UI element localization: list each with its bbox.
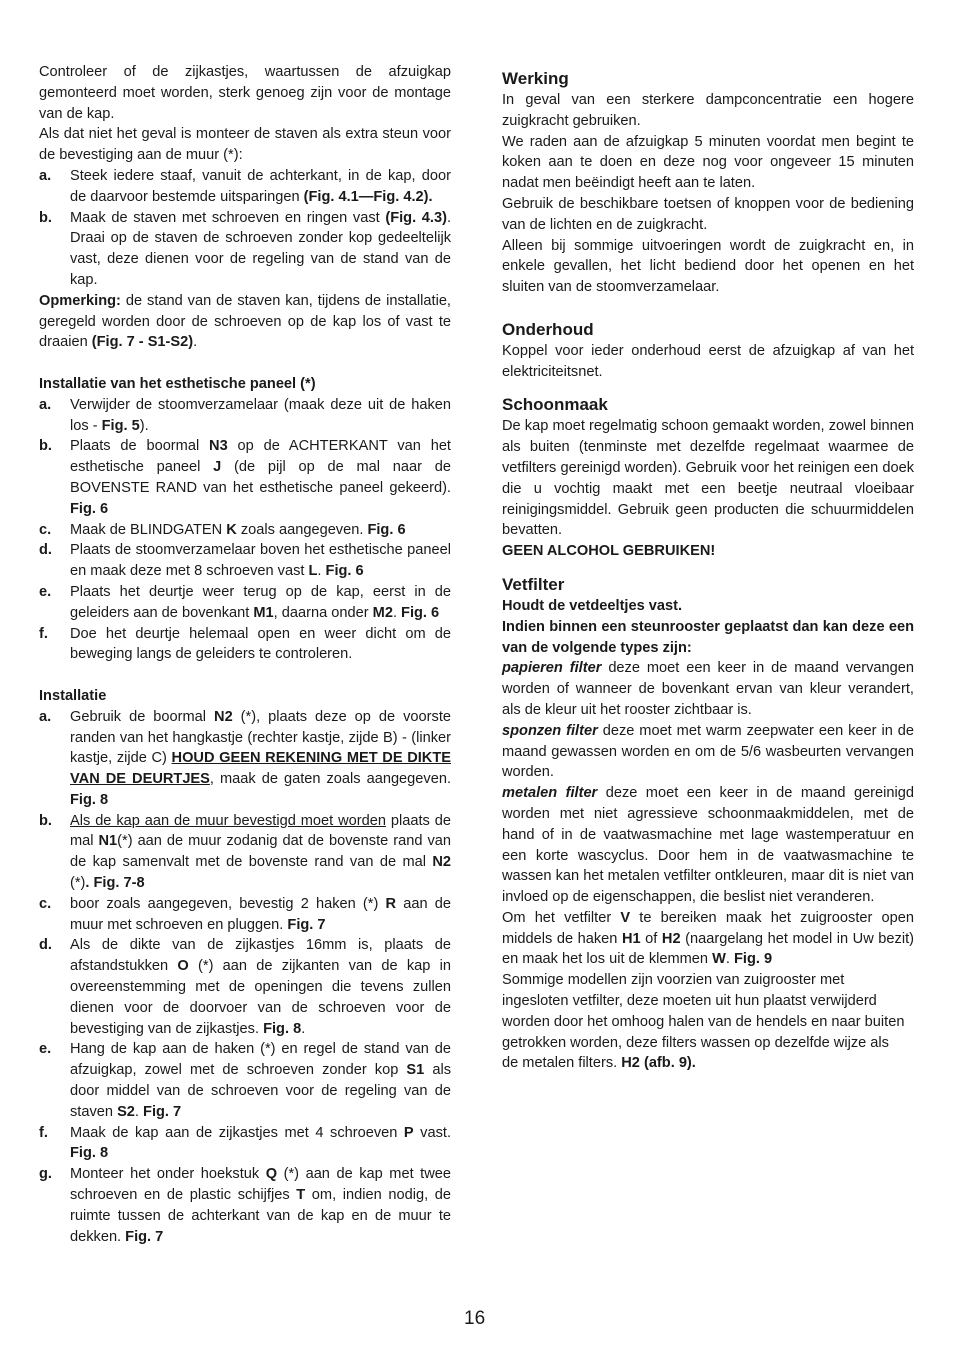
- manual-page: Controleer of de zijkastjes, waartussen de afzuigkap gemonteerd moet worden, sterk genoeg zijn voor de montage van de kap. Als dat niet het geval is monteer de staven als extra steun voor de bevestiging aan de muur (*): a. Steek iedere staaf, vanuit de achterkant, in de kap, door de daarvoor bestemde uitsparingen (Fig. 4.1—Fig. 4.2). b. Maak de staven met schroeven en ringen vast (Fig. 4.3). Draai op de staven de schroeven zonder kop gedeeltelijk vast, deze dienen voor de regeling van de stand van de kap. Opmerking: de stand van de staven kan, tijdens de installatie, geregeld worden door de schroeven op de kap los of vast te draaien (Fig. 7 - S1-S2). Installatie van het esthetische paneel (*) a. Verwijder de stoomverzamelaar (maak deze uit de haken los - Fig. 5). b. Plaats de boormal N3 op de ACHTERKANT van het esthetische paneel J (de pijl op de mal naar de BOVENSTE RAND van het esthetische paneel gekeerd). Fig. 6 c. Maak de BLINDGATEN K zoals aangegeven. Fig. 6 d. Plaats de stoomverzamelaar boven het esthetische paneel en maak deze met 8 schroeven vast L. Fig. 6 e. Plaats het deurtje weer terug op de kap, eerst in de geleiders aan de bovenkant M1, daarna onder M2. Fig. 6 f. Doe het deurtje helemaal open en weer dicht om de beweging langs de geleiders te controleren. Installatie a. Gebruik de boormal N2 (*), plaats deze op de voorste randen van het hangkastje (rechter kastje, zijde B) - (linker kastje, zijde C) HOUD GEEN REKENING MET DE DIKTE VAN DE DEURTJES, maak de gaten zoals aangegeven. Fig. 8 b. Als de kap aan de muur bevestigd moet worden plaats de mal N1(*) aan de muur zodanig dat de bovenste rand van de kap samenvalt met de bovenste rand van de mal N2 (*). Fig. 7-8 c. boor zoals aangegeven, bevestig 2 haken (*) R aan de muur met schroeven en pluggen. Fig. 7 d. Als de dikte van de zijkastjes 16mm is, plaats de afstandstukken O (*) aan de zijkanten van de kap in overeenstemming met de openingen die tevens zullen dienen voor de doorvoer van de schroeven voor de bevestiging van de zijkastjes. Fig. 8. e. Hang de kap aan de haken (*) en regel de stand van de afzuigkap, zowel met de schroeven zonder kop S1 als door middel van de schroeven voor de regeling van de staven S2. Fig. 7 f. Maak de kap aan de zijkastjes met 4 schroeven P vast. Fig. 8 g. Monteer het onder hoekstuk Q (*) aan de kap met twee schroeven en de plastic schijfjes T om, indien nodig, de ruimte tussen de achterkant van de kap en de muur te dekken. Fig. 7 Werking In geval van een sterkere dampconcentratie een hogere zuigkracht gebruiken. We raden aan de afzuigkap 5 minuten voordat men begint te koken aan te doen en deze nog voor ongeveer 15 minuten nadat men beëindigt heeft aan te laten. Gebruik de beschikbare toetsen of knoppen voor de bediening van de lichten en de zuigkracht. Alleen bij sommige uitvoeringen wordt de zuigkracht en, in enkele gevallen, het licht bediend door het openen en het sluiten van de stoomverzamelaar. Onderhoud Koppel voor ieder onderhoud eerst de afzuigkap af van het elektriciteitsnet. Schoonmaak De kap moet regelmatig schoon gemaakt worden, zowel binnen als buiten (tenminste met dezelfde regelmaat waarmee de vetfilters gereinigd worden). Gebruik voor het reinigen een doek die u vochtig maakt met een beetje neutraal vloeibaar reinigingsmiddel. Gebruik geen producten die schuurmiddelen bevatten. GEEN ALCOHOL GEBRUIKEN! Vetfilter Houdt de vetdeeltjes vast. Indien binnen een steunrooster geplaatst dan kan deze een van de volgende types zijn: papieren filter deze moet een keer in de maand vervangen worden of wanneer de bovenkant ervan van kleur verandert, als de kleur uit het rooster zichtbaar is. sponzen filter deze moet met warm zeepwater een keer in de maand gewassen worden en om de 5/6 wasbeurten vervangen worden. metalen filter deze moet een keer in de maand gereinigd worden met niet agressieve schoonmaakmiddelen, met de hand of in de vaatwasmachine met lage wastemperatuur en een korte wascyclus. Door hem in de vaatwasmachine te wassen kan het metalen vetfilter ontkleuren, maar dit is niet van invloed op de eigenschappen, die beslist niet veranderen. Om het vetfilter V te bereiken maak het zuigrooster open middels de haken H1 of H2 (naargelang het model in Uw bezit) en maak het los uit de klemmen W. Fig. 9 Sommige modellen zijn voorzien van zuigrooster met ingesloten vetfilter, deze moeten uit hun plaatst verwijderd worden door het omhoog halen van de hendels en naar buiten getrokken worden, deze filters wassen op dezelfde wijze als de metalen filters. H2 (afb. 9). 16: [39, 64, 914, 1329]
- filter-paragraph: metalen filter deze moet een keer in de maand gereinigd worden met niet agressieve schoonmaakmiddelen, met de hand of in de vaatwasmachine met lage wastemperatuur en een korte wascyclus. Door hem in de vaatwasmachine te wassen kan het metalen vetfilter ontkleuren, maar dit is niet van invloed op de eigenschappen, die beslist niet veranderen.: [502, 785, 914, 906]
- section-title-werking: Werking: [502, 69, 569, 88]
- bold-paragraph: Indien binnen een steunrooster geplaatst dan kan deze een van de volgende types zijn:: [502, 618, 914, 656]
- list-item: f. Doe het deurtje helemaal open en weer dicht om de beweging langs de geleiders te controleren.: [39, 625, 451, 663]
- list-item: d. Als de dikte van de zijkastjes 16mm is, plaats de afstandstukken O (*) aan de zijkanten van de kap in overeenstemming met de openingen die tevens zullen dienen voor de doorvoer van de schroeven voor de bevestiging van de zijkastjes. Fig. 8.: [39, 937, 451, 1037]
- list-item: c. boor zoals aangegeven, bevestig 2 haken (*) R aan de muur met schroeven en pluggen. Fig. 7: [39, 895, 451, 933]
- section-title-schoonmaak: Schoonmaak: [502, 395, 608, 415]
- section-title-onderhoud: Onderhoud: [502, 319, 594, 339]
- paragraph: Gebruik de beschikbare toetsen of knoppen voor de bediening van de lichten en de zuigkracht.: [502, 195, 914, 233]
- left-column: [39, 62, 451, 1247]
- access-paragraph: Om het vetfilter V te bereiken maak het zuigrooster open middels de haken H1 of H2 (naargelang het model in Uw bezit) en maak het los uit de klemmen W. Fig. 9: [502, 909, 914, 968]
- section-heading: Installatie van het esthetische paneel (*): [39, 375, 316, 392]
- list-item: a. Steek iedere staaf, vanuit de achterkant, in de kap, door de daarvoor bestemde uitsparingen (Fig. 4.1—Fig. 4.2).: [39, 167, 451, 205]
- list-item: f. Maak de kap aan de zijkastjes met 4 schroeven P vast. Fig. 8: [39, 1124, 452, 1162]
- right-column: [502, 62, 914, 1074]
- list-item: a. Verwijder de stoomverzamelaar (maak deze uit de haken los - Fig. 5).: [39, 396, 451, 434]
- list-item: b. Maak de staven met schroeven en ringen vast (Fig. 4.3). Draai op de staven de schroeven zonder kop gedeeltelijk vast, deze dienen voor de regeling van de stand van de kap.: [39, 209, 452, 288]
- list-item: b. Als de kap aan de muur bevestigd moet worden plaats de mal N1(*) aan de muur zodanig dat de bovenste rand van de kap samenvalt met de bovenste rand van de mal N2 (*). Fig. 7-8: [39, 812, 451, 892]
- list-item: e. Hang de kap aan de haken (*) en regel de stand van de afzuigkap, zowel met de schroeven zonder kop S1 als door middel van de schroeven voor de regeling van de staven S2. Fig. 7: [39, 1041, 451, 1120]
- intro-paragraph: Als dat niet het geval is monteer de staven als extra steun voor de bevestiging aan de muur (*):: [39, 126, 451, 164]
- intro-paragraph: Controleer of de zijkastjes, waartussen de afzuigkap gemonteerd moet worden, sterk genoeg zijn voor de montage van de kap.: [39, 64, 451, 122]
- list-item: g. Monteer het onder hoekstuk Q (*) aan de kap met twee schroeven en de plastic schijfjes T om, indien nodig, de ruimte tussen de achterkant van de kap en de muur te dekken. Fig. 7: [39, 1166, 452, 1245]
- section-heading: Installatie: [39, 687, 107, 704]
- paragraph: In geval van een sterkere dampconcentratie een hogere zuigkracht gebruiken.: [502, 92, 914, 129]
- list-item: a. Gebruik de boormal N2 (*), plaats deze op de voorste randen van het hangkastje (rechter kastje, zijde B) - (linker kastje, zijde C) HOUD GEEN REKENING MET DE DIKTE VAN DE DEURTJES, maak de gaten zoals aangegeven. Fig. 8: [39, 708, 451, 808]
- list-item: c. Maak de BLINDGATEN K zoals aangegeven. Fig. 6: [39, 521, 406, 538]
- paragraph: Alleen bij sommige uitvoeringen wordt de zuigkracht en, in enkele gevallen, het licht bediend door het openen en het sluiten van de stoomverzamelaar.: [502, 237, 914, 296]
- warning-text: GEEN ALCOHOL GEBRUIKEN!: [502, 543, 716, 560]
- list-item: d. Plaats de stoomverzamelaar boven het esthetische paneel en maak deze met 8 schroeven vast L. Fig. 6: [39, 542, 451, 580]
- bold-paragraph: Houdt de vetdeeltjes vast.: [502, 597, 683, 614]
- filter-paragraph: sponzen filter deze moet met warm zeepwater een keer in de maand gewassen worden en om de 5/6 wasbeurten vervangen worden.: [502, 722, 914, 781]
- models-paragraph: Sommige modellen zijn voorzien van zuigrooster met ingesloten vetfilter, deze moeten uit hun plaatst verwijderd worden door het omhoog halen van de hendels en naar buiten getrokken worden, deze filters wassen op dezelfde wijze als de metalen filters. H2 (afb. 9).: [502, 972, 905, 1072]
- filter-paragraph: papieren filter deze moet een keer in de maand vervangen worden of wanneer de bovenkant ervan van kleur verandert, als de kleur uit het rooster zichtbaar is.: [502, 660, 914, 718]
- section-title-vetfilter: Vetfilter: [502, 574, 565, 594]
- paragraph: Koppel voor ieder onderhoud eerst de afzuigkap af van het elektriciteitsnet.: [502, 342, 914, 380]
- list-item: e. Plaats het deurtje weer terug op de kap, eerst in de geleiders aan de bovenkant M1, daarna onder M2. Fig. 6: [39, 583, 451, 621]
- paragraph: We raden aan de afzuigkap 5 minuten voordat men begint te koken aan te doen en deze nog voor ongeveer 15 minuten nadat men beëindigt heeft aan te laten.: [502, 133, 914, 192]
- paragraph: De kap moet regelmatig schoon gemaakt worden, zowel binnen als buiten (tenminste met dezelfde regelmaat waarmee de vetfilters gereinigd worden). Gebruik voor het reinigen een doek die u vochtig maakt met een beetje neutraal vloeibaar reinigingsmiddel. Gebruik geen producten die schuurmiddelen bevatten.: [502, 418, 914, 539]
- note-paragraph: Opmerking: de stand van de staven kan, tijdens de installatie, geregeld worden door de schroeven op de kap los of vast te draaien (Fig. 7 - S1-S2).: [39, 292, 451, 351]
- list-item: b. Plaats de boormal N3 op de ACHTERKANT van het esthetische paneel J (de pijl op de mal naar de BOVENSTE RAND van het esthetische paneel gekeerd). Fig. 6: [39, 438, 451, 517]
